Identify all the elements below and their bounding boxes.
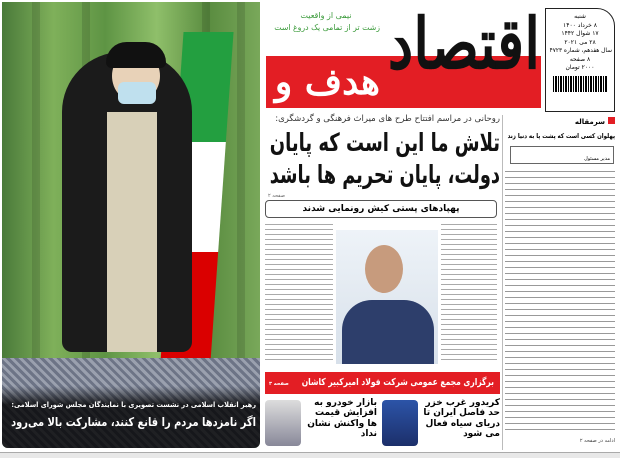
price: ۲۰۰۰ تومان [565, 64, 595, 71]
author-box: مدیر مسئول [510, 146, 614, 164]
item-title: بازار خودرو به افزایش قیمت ها واکنش نشان نداد [307, 398, 377, 440]
story-kicker: روحانی در مراسم افتتاح طرح های میراث فرهنگی و گردشگری: [275, 114, 500, 124]
headline-line: دولت، پایان تحریم ها باشد [269, 160, 500, 189]
item-photo [382, 400, 418, 446]
lead-photo[interactable] [2, 2, 260, 448]
subhead-box[interactable] [265, 200, 497, 218]
news-item[interactable] [265, 398, 377, 450]
red-square-icon [608, 117, 615, 124]
logo-main: اقتصاد [387, 2, 540, 85]
page-ref: صفحه ۲ [268, 193, 285, 199]
person-head [365, 245, 403, 293]
date-lunar: ۱۷ شوال ۱۴۴۲ [561, 30, 599, 37]
slogan-line: زشت تر از تمامی یک دروغ است [274, 23, 380, 32]
weekday: شنبه [574, 13, 586, 20]
main-headline[interactable] [265, 127, 500, 191]
figure-turban [106, 42, 166, 68]
issue-info-box [545, 8, 615, 112]
date-gregorian: ۲۸ می ۲۰۲۱ [564, 38, 596, 46]
news-item[interactable] [382, 398, 500, 450]
logo-prefix: هدف و [274, 61, 380, 103]
page-count: ۸ صفحه [569, 55, 591, 63]
banner-text: برگزاری مجمع عمومی شرکت فولاد امیرکبیر کاشان [301, 377, 494, 388]
photo-caption [2, 386, 260, 448]
item-photo [265, 400, 301, 446]
editorial-label [505, 117, 615, 127]
caption-sub: رهبر انقلاب اسلامی در نشست تصویری با نمایندگان مجلس شورای اسلامی: [11, 401, 256, 409]
body-text [265, 222, 333, 360]
person-suit [342, 300, 434, 364]
continued-ref: ادامه در صفحه ۲ [579, 438, 615, 444]
slogan [272, 10, 380, 34]
section-label: سرمقاله [574, 118, 605, 126]
column-divider [502, 115, 503, 450]
figure-robe [107, 112, 157, 352]
issue-number: سال هفدهم، شماره ۴۷۲۳ [549, 47, 612, 54]
date-solar: ۸ خرداد ۱۴۰۰ [563, 21, 597, 29]
editorial-title[interactable]: پهلوان کسی است که پشت پا به دنیا زند [507, 132, 615, 140]
barcode [553, 76, 607, 92]
headline-line: تلاش ما این است که پایان [269, 128, 500, 157]
page-bottom-edge [0, 452, 620, 458]
subhead: پهپادهای پستی کیش رونمایی شدند [302, 204, 460, 214]
editorial-text [505, 168, 615, 434]
face-mask [118, 82, 156, 104]
page-ref: صفحه ۳ [269, 381, 289, 387]
slogan-line: نیمی از واقعیت [300, 11, 352, 20]
red-banner[interactable] [265, 372, 500, 394]
item-title: کریدور غرب خزر حد فاصل ایران تا دریای سیاه فعال می شود [423, 398, 500, 440]
caption-main[interactable]: اگر نامزدها مردم را قانع کنند، مشارکت بالا می‌رود [11, 415, 256, 429]
body-text [441, 222, 497, 360]
